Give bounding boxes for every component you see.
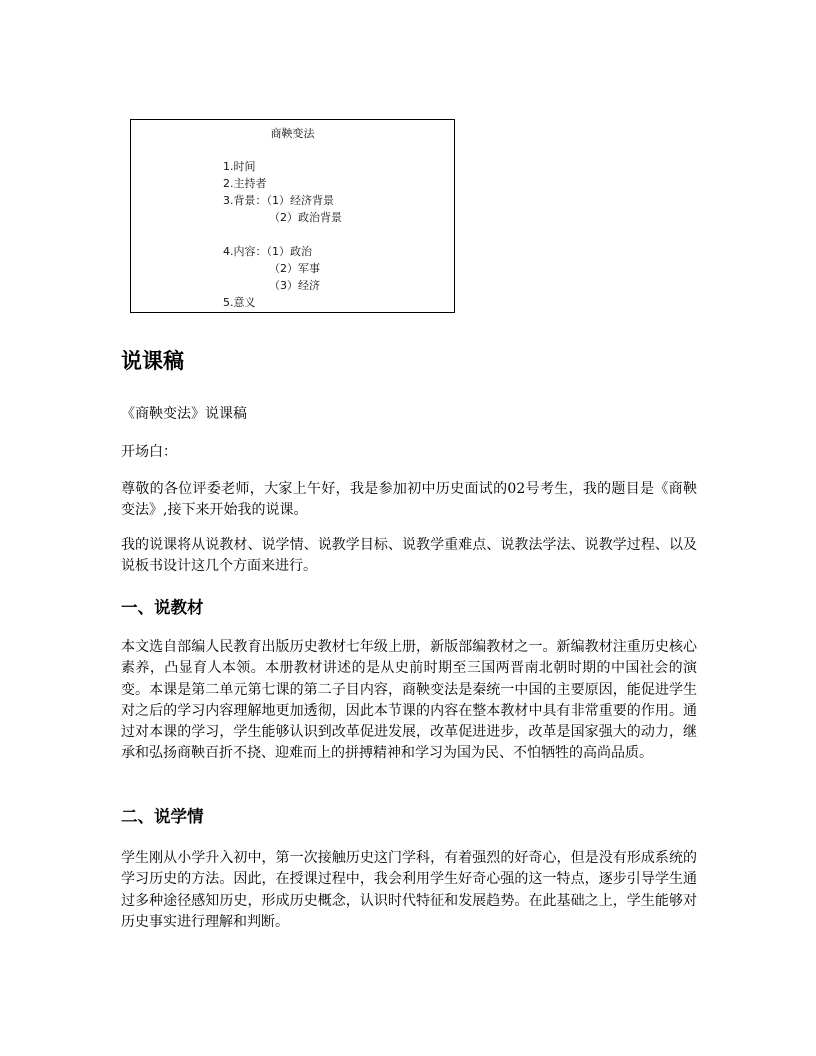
blackboard-design-figure bbox=[130, 119, 455, 313]
opening-label: 开场白： bbox=[121, 444, 177, 460]
textbook-paragraph: 本文选自部编人民教育出版历史教材七年级上册，新版部编教材之一。新编教材注重历史核心素养，凸显育人本领。本册教材讲述的是从史前时期至三国两晋南北朝时期的中国社会的演变。本课是第二单元第七课的第二子目内容，商鞅变法是秦统一中国的主要原因，能促进学生对之后的学习内容理解地更加透彻，因此本节课的内容在整本教材中具有非常重要的作用。通过对本课的学习，学生能够认识到改革促进发展，改革促进进步，改革是国家强大的动力，继承和弘扬商鞅百折不挠、迎难而上的拼搏精神和学习为国为民、不怕牺牲的高尚品质。 bbox=[121, 639, 697, 762]
lesson-subtitle: 《商鞅变法》说课稿 bbox=[121, 406, 247, 422]
section-heading-textbook: 一、说教材 bbox=[121, 598, 204, 617]
board-line-time: 1.时间 bbox=[223, 160, 256, 173]
board-line-content: 4.内容：（1）政治 bbox=[223, 245, 312, 258]
board-line-significance: 5.意义 bbox=[223, 296, 256, 309]
board-line-political-background: （2）政治背景 bbox=[269, 211, 342, 224]
section-heading-students: 二、说学情 bbox=[121, 807, 204, 826]
board-line-economy: （3）经济 bbox=[269, 279, 320, 292]
board-title: 商鞅变法 bbox=[270, 127, 315, 140]
outline-paragraph: 我的说课将从说教材、说学情、说教学目标、说教学重难点、说教法学法、说教学过程、以及说板书设计这几个方面来进行。 bbox=[121, 537, 697, 575]
greeting-paragraph: 尊敬的各位评委老师，大家上午好，我是参加初中历史面试的02号考生，我的题目是《商鞅变法》,接下来开始我的说课。 bbox=[121, 481, 697, 519]
board-line-military: （2）军事 bbox=[269, 262, 320, 275]
students-paragraph: 学生刚从小学升入初中，第一次接触历史这门学科，有着强烈的好奇心，但是没有形成系统的学习历史的方法。因此，在授课过程中，我会利用学生好奇心强的这一特点，逐步引导学生通过多种途径感知历史，形成历史概念，认识时代特征和发展趋势。在此基础之上，学生能够对历史事实进行理解和判断。 bbox=[121, 850, 697, 930]
board-line-host: 2.主持者 bbox=[223, 177, 267, 190]
page-title: 说课稿 bbox=[121, 349, 184, 373]
board-line-background: 3.背景：（1）经济背景 bbox=[223, 194, 334, 207]
